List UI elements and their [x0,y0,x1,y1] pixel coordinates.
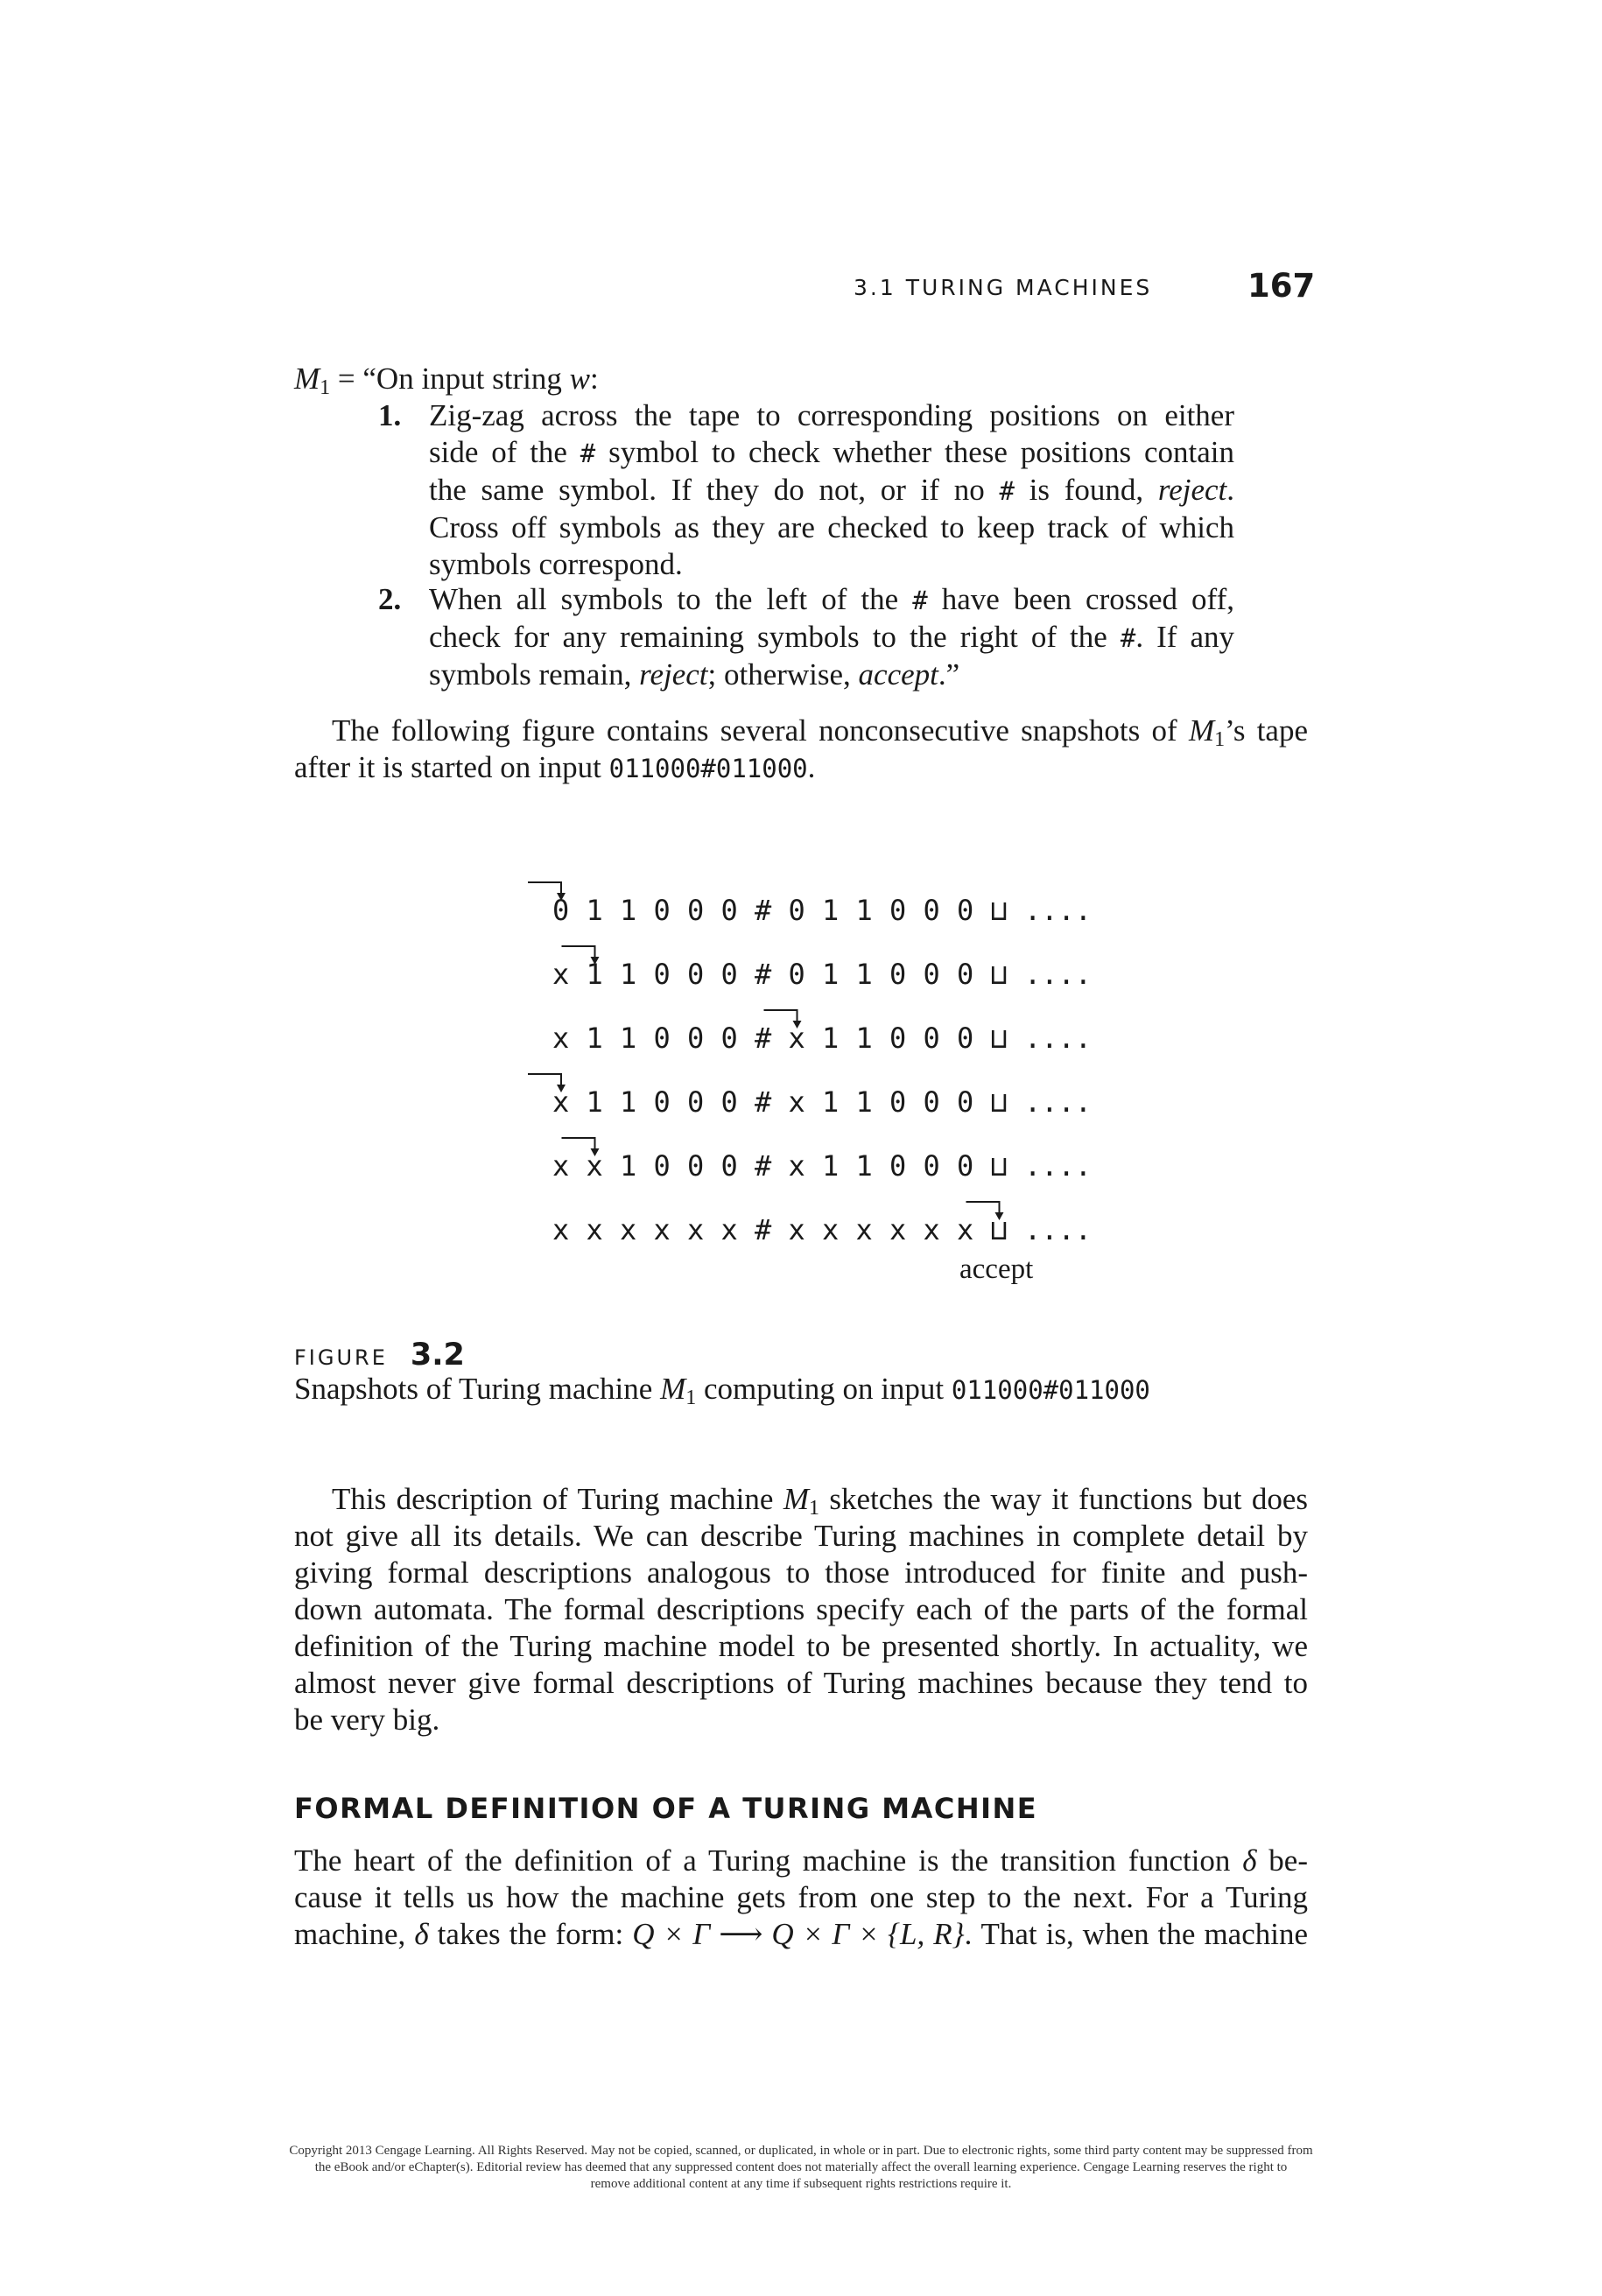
tape-cell: 1 [855,1085,873,1119]
accept-label: accept [959,1253,1034,1285]
tape-cell: ⊔ [990,1085,1008,1119]
tape-cell: 1 [822,1022,840,1055]
tape-cell: .... [1024,1022,1093,1055]
para2-line: be very big. [294,1703,440,1737]
tape-cell: 1 [620,1022,637,1055]
tape-cell: x [620,1213,637,1246]
para1-text: after it is started on input [294,750,609,784]
para2-line: down automata. The formal descriptions specify each of the parts of the formal [294,1592,1308,1626]
tape-cell: 0 [687,1085,705,1119]
tape-cell: 0 [720,1149,738,1183]
math-m: M [1188,713,1215,748]
tape-cell: # [755,958,772,991]
caption-text: Snapshots of Turing machine [294,1372,661,1406]
para2-line: definition of the Turing machine model to be presented shortly. In actuality, we [294,1629,1308,1663]
machine-name: M [294,362,320,396]
step-number: 2. [378,582,402,616]
para3-text: be- [1256,1843,1308,1878]
tape-cell: 0 [653,894,671,927]
paragraph-3 [294,1843,1308,1953]
tape-cell: # [755,894,772,927]
step-number: 1. [378,398,402,432]
tape-cell: 0 [957,958,974,991]
figure-caption [294,1372,1150,1407]
tape-cell: 0 [923,1085,940,1119]
tape-cell: ⊔ [990,1022,1008,1055]
para2-line: giving formal descriptions analogous to those introduced for finite and push- [294,1555,1308,1590]
tape-cell: ⊔ [990,894,1008,927]
para2-text: sketches the way it functions but does [819,1482,1308,1516]
tape-cell: x [552,1085,570,1119]
tape-cell: 0 [889,894,907,927]
para2-line: almost never give formal descriptions of Turing machines because they tend to [294,1666,1308,1700]
tape-cell: 0 [653,1149,671,1183]
page-number: 167 [1247,267,1316,305]
tape-cell: x [552,958,570,991]
para3-text: . That is, when the machine [964,1917,1309,1951]
figure-label [294,1338,465,1373]
math-delta: δ [414,1917,429,1951]
tape-cell: 0 [720,894,738,927]
copyright-notice [201,2143,1401,2193]
tape-cell: 1 [620,958,637,991]
math-sub: 1 [1214,728,1226,751]
para1-text: ’s tape [1225,713,1308,748]
tape-cell: x [889,1213,907,1246]
math-sub: 1 [808,1497,819,1520]
tape-cell: 1 [855,1022,873,1055]
tape-cell: ⊔ [990,1213,1008,1246]
tape-cell: 0 [889,1149,907,1183]
tape-cell: .... [1024,894,1093,927]
para3-line: cause it tells us how the machine gets from one step to the next. For a Turing [294,1880,1308,1914]
tape-cell: 0 [923,1149,940,1183]
tape-cell: 1 [586,1085,603,1119]
tape-cell: 0 [552,894,570,927]
tape-row [552,1212,1092,1247]
tape-cell: 0 [957,1022,974,1055]
para2-line: not give all its details. We can describe Turing machines in complete detail by [294,1519,1308,1553]
tape-cell: 0 [720,958,738,991]
step-line: symbols correspond. [429,547,683,581]
tape-cell: 0 [957,894,974,927]
tape-cell: x [653,1213,671,1246]
tape-cell: 0 [653,1022,671,1055]
tape-cell: 0 [788,958,805,991]
algorithm-step-1 [378,397,1234,583]
tape-cell: 0 [687,1022,705,1055]
tape-row [552,1021,1092,1056]
copyright-line: remove additional content at any time if subsequent rights restrictions require it. [590,2177,1012,2191]
tape-cell: .... [1024,1213,1093,1246]
tape-cell: 0 [687,958,705,991]
tape-cell: 1 [620,1085,637,1119]
tape-cell: x [923,1213,940,1246]
tape-cell: 0 [687,894,705,927]
tape-cell: ⊔ [990,958,1008,991]
input-string: 011000#011000 [608,754,808,783]
tape-cell: x [822,1213,840,1246]
input-variable: w [569,362,590,396]
para3-text: The heart of the definition of a Turing machine is the transition function [294,1843,1243,1878]
tape-cell: # [755,1085,772,1119]
tape-cell: 1 [822,958,840,991]
tape-cell: x [586,1149,603,1183]
tape-cell: x [957,1213,974,1246]
tape-cell: 0 [889,1022,907,1055]
tape-cell: x [788,1213,805,1246]
caption-text: computing on input [696,1372,952,1406]
tape-row [552,893,1092,928]
step-line: When all symbols to the left of the # have been crossed off, [429,582,1234,616]
step-line: the same symbol. If they do not, or if no # is found, reject. [429,473,1234,507]
tape-cell: .... [1024,1149,1093,1183]
math-sub: 1 [685,1387,697,1409]
machine-subscript: 1 [320,376,331,399]
para1-text: The following figure contains several nonconsecutive snapshots of [332,713,1189,748]
input-string: 011000#011000 [951,1375,1150,1405]
tape-cell: x [552,1022,570,1055]
copyright-line: the eBook and/or eChapter(s). Editorial review has deemed that any suppressed content does not materially affect the overall learning experience. Cengage Learning reserves the right to [314,2160,1288,2174]
tape-row [552,957,1092,992]
figure-word: FIGURE [294,1345,388,1370]
tape-cell: 0 [720,1085,738,1119]
tape-cell: 1 [822,1149,840,1183]
tape-cell: x [720,1213,738,1246]
tape-cell: 0 [923,1022,940,1055]
section-heading: FORMAL DEFINITION OF A TURING MACHINE [294,1792,1038,1825]
tape-cell: 1 [586,1022,603,1055]
paragraph-2 [294,1481,1308,1738]
tape-cell: 0 [720,1022,738,1055]
para2-text: This description of Turing machine [332,1482,783,1516]
tape-cell: 1 [586,894,603,927]
tape-cell: 1 [822,1085,840,1119]
tape-cell: x [788,1149,805,1183]
tape-cell: 0 [923,894,940,927]
tape-cell: 1 [586,958,603,991]
tape-cell: x [788,1022,805,1055]
tape-cell: x [552,1213,570,1246]
tape-cell: 0 [957,1149,974,1183]
math-m: M [660,1372,686,1406]
step-line: Cross off symbols as they are checked to keep track of which [429,510,1234,544]
tape-cell: # [755,1149,772,1183]
tape-cell: 1 [620,1149,637,1183]
math-m: M [783,1482,809,1516]
step-line: symbols remain, reject; otherwise, accept.” [429,657,960,692]
tape-cell: 0 [653,958,671,991]
tape-cell: 0 [957,1085,974,1119]
algorithm-intro: = “On input string [330,362,570,396]
step-line: Zig-zag across the tape to corresponding positions on either [429,398,1234,432]
algorithm-colon: : [590,362,599,396]
tape-cell: ⊔ [990,1149,1008,1183]
tape-cell: 1 [822,894,840,927]
tape-cell: 0 [687,1149,705,1183]
tape-cell: x [687,1213,705,1246]
algorithm-step-2 [378,581,1234,693]
step-line: check for any remaining symbols to the right of the #. If any [429,620,1234,654]
para3-text: machine, [294,1917,415,1951]
tape-row [552,1085,1092,1120]
tape-row [552,1148,1092,1183]
tape-cell: 0 [653,1085,671,1119]
math-delta: δ [1242,1843,1257,1878]
tape-cell: x [788,1085,805,1119]
tape-cell: 0 [889,958,907,991]
paragraph-1 [294,713,1308,787]
tape-cell: x [855,1213,873,1246]
para1-text: . [807,750,816,784]
transition-formula: Q × Γ ⟶ Q × Γ × {L, R} [632,1917,965,1951]
tape-cell: 1 [855,958,873,991]
tape-cell: 0 [889,1085,907,1119]
copyright-line: Copyright 2013 Cengage Learning. All Rights Reserved. May not be copied, scanned, or duplicated, in whole or in part. Due to electronic rights, some third party content may be suppressed from [289,2144,1313,2158]
tape-cell: .... [1024,1085,1093,1119]
running-head: 3.1 TURING MACHINES [854,275,1153,300]
para3-text: takes the form: [428,1917,633,1951]
step-line: side of the # symbol to check whether these positions contain [429,435,1235,469]
tape-cell: 1 [855,1149,873,1183]
tape-cell: x [586,1213,603,1246]
algorithm-header [294,361,599,397]
figure-number: 3.2 [410,1338,465,1373]
tape-cell: 0 [788,894,805,927]
tape-cell: 1 [855,894,873,927]
tape-cell: 1 [620,894,637,927]
tape-cell: # [755,1022,772,1055]
tape-cell: x [552,1149,570,1183]
tape-snapshots-figure [490,858,1103,1295]
tape-cell: 0 [923,958,940,991]
tape-cell: .... [1024,958,1093,991]
tape-cell: # [755,1213,772,1246]
